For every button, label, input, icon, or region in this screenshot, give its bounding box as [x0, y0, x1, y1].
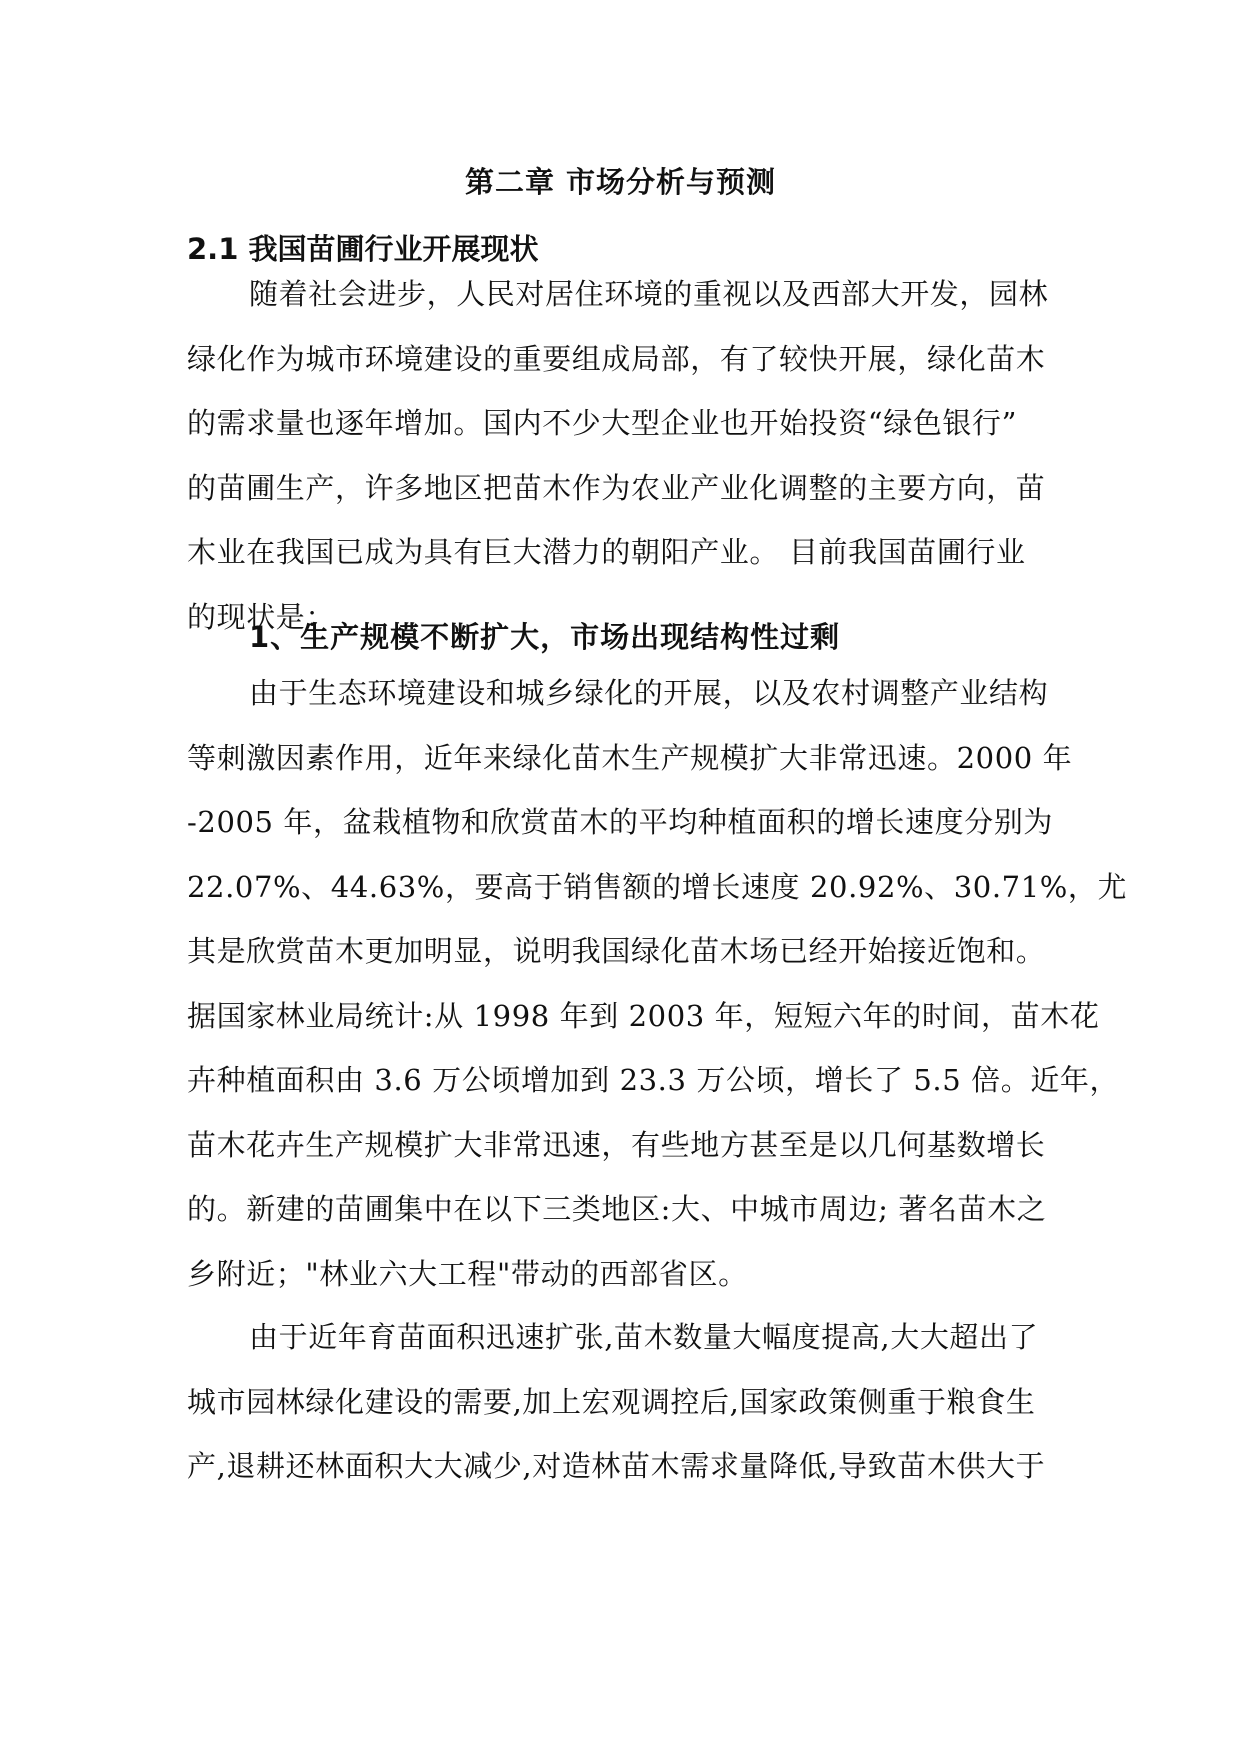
section-title: 2.1 我国苗圃行业开展现状 [187, 232, 539, 266]
text-line: 由于近年育苗面积迅速扩张,苗木数量大幅度提高,大大超出了 [249, 1320, 1039, 1354]
paragraph-production [187, 661, 1128, 1306]
text-line: 的。新建的苗圃集中在以下三类地区:大、中城市周边; 著名苗木之 [187, 1192, 1047, 1226]
text-line: 的苗圃生产，许多地区把苗木作为农业产业化调整的主要方向，苗 [187, 470, 1046, 505]
text-line: 由于生态环境建设和城乡绿化的开展，以及农村调整产业结构 [249, 676, 1049, 710]
text-line: 22.07%、44.63%，要高于销售额的增长速度 20.92%、30.71%，尤 [187, 869, 1128, 904]
text-line: 等刺激因素作用，近年来绿化苗木生产规模扩大非常迅速。2000 年 [187, 740, 1073, 775]
paragraph-oversupply [187, 1305, 1085, 1499]
text-line: 的现状是： [187, 599, 336, 634]
text-line: 苗木花卉生产规模扩大非常迅速，有些地方甚至是以几何基数增长 [187, 1127, 1046, 1162]
text-line: 据国家林业局统计:从 1998 年到 2003 年，短短六年的时间，苗木花 [187, 998, 1100, 1033]
paragraph-intro [187, 262, 1085, 649]
text-line: 城市园林绿化建设的需要,加上宏观调控后,国家政策侧重于粮食生 [187, 1384, 1036, 1419]
text-line: -2005 年，盆栽植物和欣赏苗木的平均种植面积的增长速度分别为 [187, 805, 1054, 839]
text-line: 绿化作为城市环境建设的重要组成局部，有了较快开展，绿化苗木 [187, 341, 1046, 376]
subheading-production-scale: 1、生产规模不断扩大，市场出现结构性过剩 [249, 620, 841, 654]
text-line: 卉种植面积由 3.6 万公顷增加到 23.3 万公顷，增长了 5.5 倍。近年， [187, 1063, 1120, 1097]
chapter-title: 第二章 市场分析与预测 [464, 165, 777, 199]
text-line: 的需求量也逐年增加。国内不少大型企业也开始投资“绿色银行” [187, 406, 1018, 440]
text-line: 木业在我国已成为具有巨大潜力的朝阳产业。 目前我国苗圃行业 [187, 535, 1026, 569]
text-line: 产,退耕还林面积大大减少,对造林苗木需求量降低,导致苗木供大于 [187, 1449, 1046, 1483]
text-line: 乡附近；"林业六大工程"带动的西部省区。 [187, 1256, 748, 1291]
text-line: 其是欣赏苗木更加明显，说明我国绿化苗木场已经开始接近饱和。 [187, 934, 1046, 968]
text-line: 随着社会进步，人民对居住环境的重视以及西部大开发，园林 [249, 277, 1049, 311]
